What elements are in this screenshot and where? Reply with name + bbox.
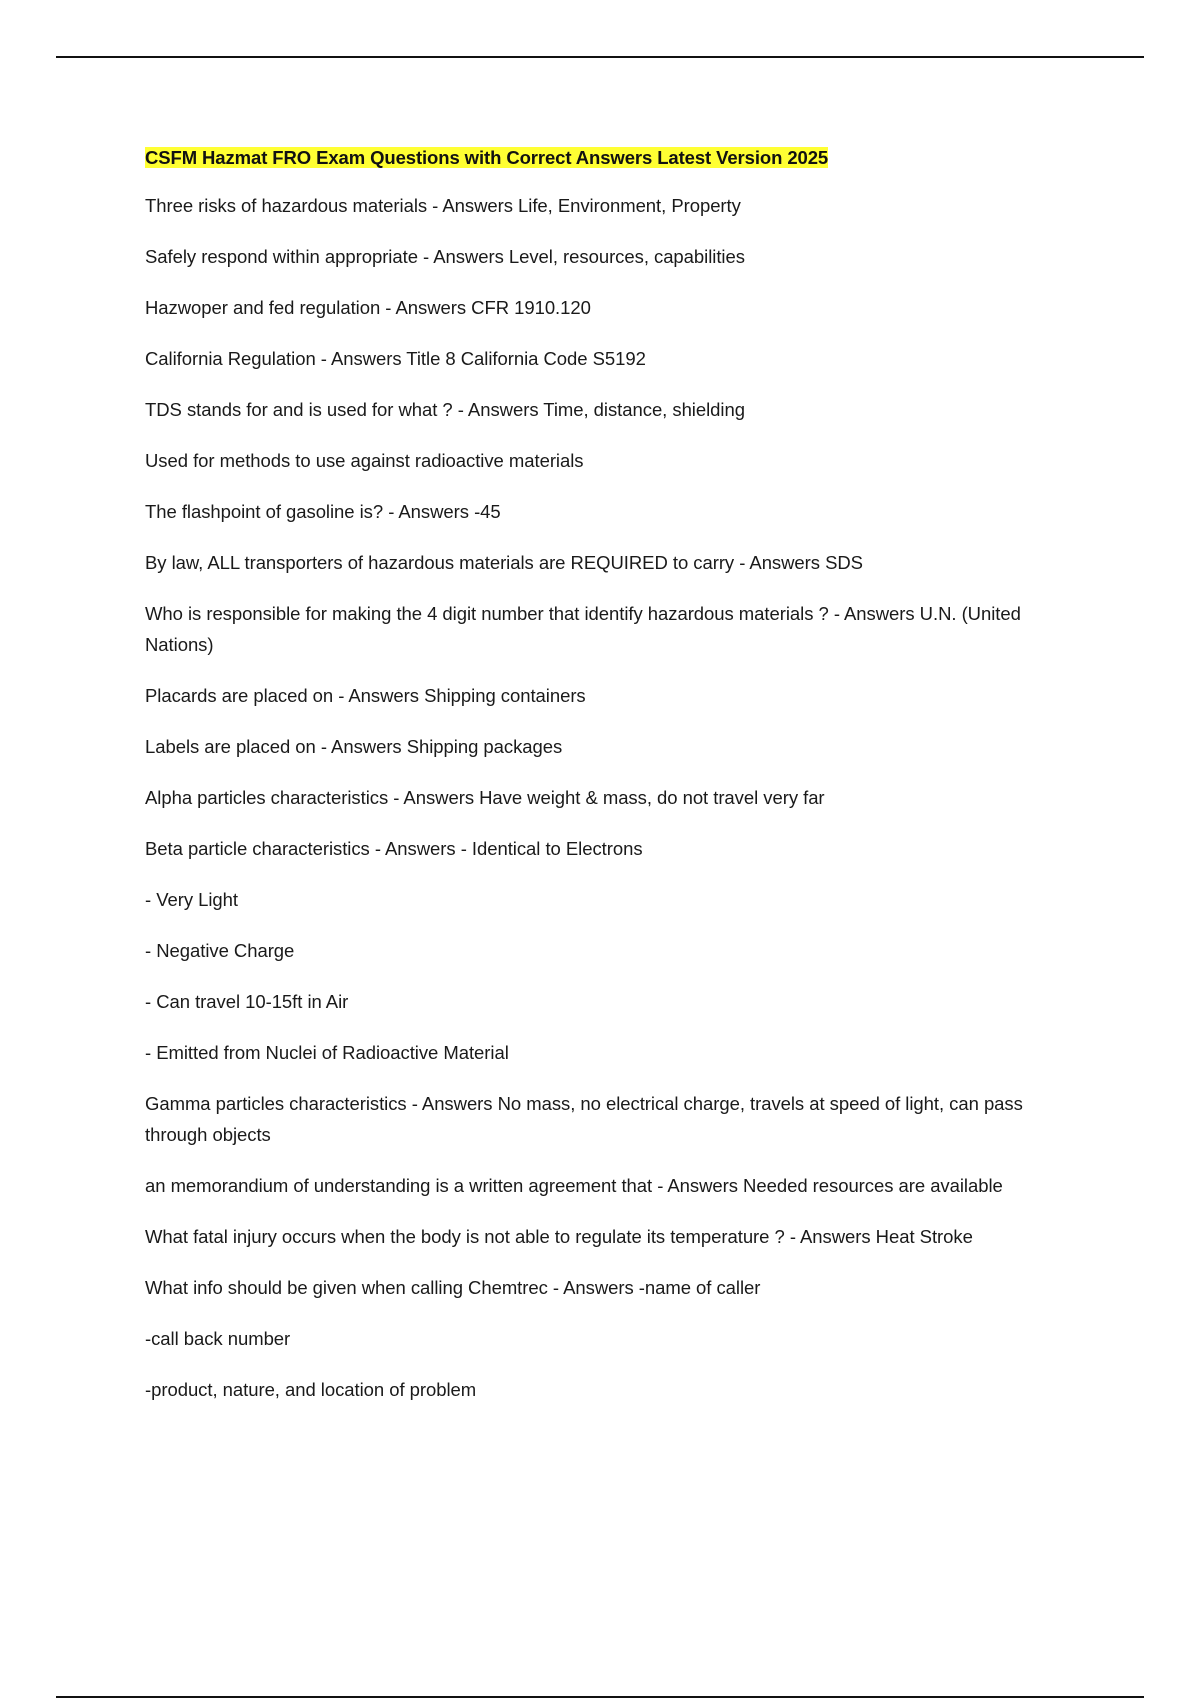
qa-line-18: Gamma particles characteristics - Answers No mass, no electrical charge, travels at speed of light, can pass through objects: [145, 1093, 1023, 1145]
qa-line-17: - Emitted from Nuclei of Radioactive Material: [145, 1042, 509, 1063]
qa-line-22: -call back number: [145, 1328, 291, 1349]
qa-line-20: What fatal injury occurs when the body is not able to regulate its temperature ? - Answers Heat Stroke: [145, 1226, 973, 1247]
qa-line-12: Alpha particles characteristics - Answers Have weight & mass, do not travel very far: [145, 787, 825, 808]
qa-line-15: - Negative Charge: [145, 940, 295, 961]
qa-line-11: Labels are placed on - Answers Shipping packages: [145, 736, 563, 757]
bottom-rule: [56, 1696, 1144, 1698]
qa-line-8: By law, ALL transporters of hazardous materials are REQUIRED to carry - Answers SDS: [145, 552, 863, 573]
qa-line-19: an memorandium of understanding is a written agreement that - Answers Needed resources are available: [145, 1175, 1003, 1196]
qa-line-21: What info should be given when calling Chemtrec - Answers -name of caller: [145, 1277, 761, 1298]
qa-line-3: Hazwoper and fed regulation - Answers CFR 1910.120: [145, 297, 591, 318]
qa-line-1: Three risks of hazardous materials - Answers Life, Environment, Property: [145, 195, 741, 216]
qa-line-16: - Can travel 10-15ft in Air: [145, 991, 349, 1012]
document-title: CSFM Hazmat FRO Exam Questions with Correct Answers Latest Version 2025: [145, 147, 829, 168]
qa-line-9: Who is responsible for making the 4 digit number that identify hazardous materials ? - Answers U.N. (United Nations): [145, 603, 1021, 655]
qa-line-2: Safely respond within appropriate - Answers Level, resources, capabilities: [145, 246, 745, 267]
top-rule: [56, 56, 1144, 58]
document-body: [145, 146, 1080, 1425]
qa-line-14: - Very Light: [145, 889, 238, 910]
qa-line-10: Placards are placed on - Answers Shipping containers: [145, 685, 586, 706]
qa-line-4: California Regulation - Answers Title 8 California Code S5192: [145, 348, 646, 369]
qa-line-23: -product, nature, and location of problem: [145, 1379, 477, 1400]
qa-line-6: Used for methods to use against radioactive materials: [145, 450, 584, 471]
qa-line-5: TDS stands for and is used for what ? - Answers Time, distance, shielding: [145, 399, 745, 420]
qa-line-13: Beta particle characteristics - Answers - Identical to Electrons: [145, 838, 643, 859]
qa-line-7: The flashpoint of gasoline is? - Answers -45: [145, 501, 501, 522]
title-block: [145, 146, 1080, 172]
